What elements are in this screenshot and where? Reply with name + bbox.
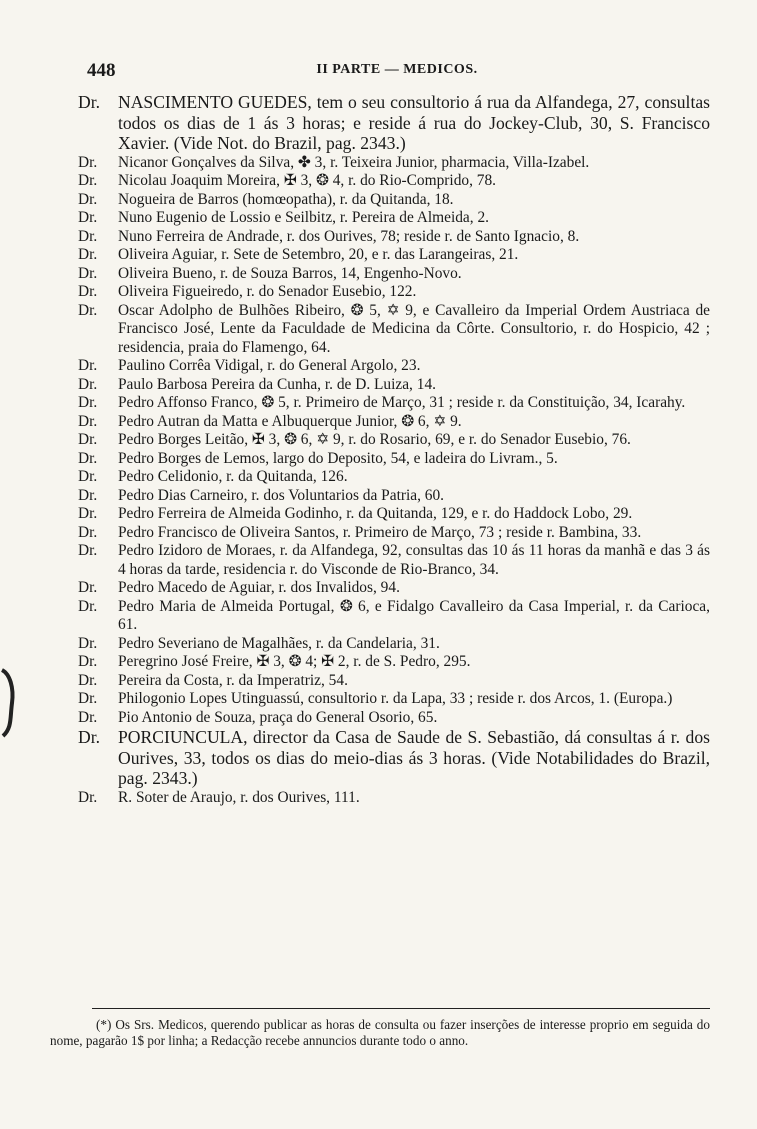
entry-prefix: Dr. [78,209,98,226]
page-header [87,60,707,82]
entry-prefix: Dr. [78,431,98,448]
directory-entry [78,283,710,302]
entry-text: Pio Antonio de Souza, praça do General Osorio, 65. [118,708,438,726]
entry-text: Pedro Macedo de Aguiar, r. dos Invalidos, 94. [118,579,400,596]
entry-text: Oliveira Aguiar, r. Sete de Setembro, 20, e r. das Larangeiras, 21. [118,246,519,263]
directory-entry [78,394,710,413]
entry-text: Oliveira Figueiredo, r. do Senador Eusebio, 122. [118,283,417,300]
directory-entry [78,789,710,808]
directory-entry [78,431,710,450]
directory-entry [78,635,710,654]
footnote-divider [92,1008,710,1009]
directory-entry [78,672,710,691]
entry-prefix: Dr. [78,227,98,245]
entry-text: Pedro Maria de Almeida Portugal, ❂ 6, e Fidalgo Cavalleiro da Casa Imperial, r. da Carioca, 61. [118,597,710,633]
directory-entry [78,598,710,635]
entry-text: Oscar Adolpho de Bulhões Ribeiro, ❂ 5, ✡ 9, e Cavalleiro da Imperial Ordem Austriaca de Francisco José, Lente da Faculdade de Medicina da Côrte. Consultorio, r. do Hospicio, 42 ; residencia, praia do Flamengo, 64. [118,301,710,356]
margin-binding-mark [0,668,16,738]
directory-entry [78,265,710,284]
directory-entry [78,376,710,395]
directory-entry [78,357,710,376]
entry-prefix: Dr. [78,671,98,689]
entry-prefix: Dr. [78,634,98,652]
directory-entry [78,709,710,728]
entry-text: Peregrino José Freire, ✠ 3, ❂ 4; ✠ 2, r. de S. Pedro, 295. [118,653,471,670]
entry-prefix: Dr. [78,301,98,319]
directory-entry [78,690,710,709]
entry-prefix: Dr. [78,708,98,726]
directory-entry [78,542,710,579]
entry-prefix: Dr. [78,92,100,112]
entry-prefix: Dr. [78,449,98,467]
entry-text: PORCIUNCULA, director da Casa de Saude de S. Sebastião, dá consultas á r. dos Ourives, 33, todos os dias do meio-dias ás 3 horas. (Vide Notabilidades do Brazil, pag. 2343.) [118,727,710,788]
entry-text: Nogueira de Barros (homœopatha), r. da Quitanda, 18. [118,190,454,208]
entry-prefix: Dr. [78,412,98,430]
entry-text: Nicolau Joaquim Moreira, ✠ 3, ❂ 4, r. do Rio-Comprido, 78. [118,172,497,189]
entry-prefix: Dr. [78,375,98,393]
entries-list [78,92,710,807]
entry-prefix: Dr. [78,357,98,374]
entry-text: NASCIMENTO GUEDES, tem o seu consultorio á rua da Alfandega, 27, consultas todos os dias de 1 ás 3 horas; e reside á rua do Jockey-Club, 30, S. Francisco Xavier. (Vide Not. do Brazil, pag. 2343.) [118,92,710,153]
directory-entry [78,505,710,524]
directory-entry [78,524,710,543]
entry-text: Nuno Ferreira de Andrade, r. dos Ourives, 78; reside r. de Santo Ignacio, 8. [118,227,580,245]
directory-entry [78,172,710,191]
entry-text: Pedro Autran da Matta e Albuquerque Junior, ❂ 6, ✡ 9. [118,412,462,430]
directory-entry [78,579,710,598]
entry-prefix: Dr. [78,788,98,806]
entry-prefix: Dr. [78,190,98,208]
directory-entry [78,154,710,173]
entry-text: Pedro Celidonio, r. da Quitanda, 126. [118,468,348,485]
directory-entry [78,302,710,358]
entry-prefix: Dr. [78,468,98,485]
entry-text: R. Soter de Araujo, r. dos Ourives, 111. [118,788,360,806]
entry-prefix: Dr. [78,153,98,171]
entry-text: Pedro Dias Carneiro, r. dos Voluntarios da Patria, 60. [118,486,445,504]
directory-entry [78,487,710,506]
entry-text: Pedro Borges de Lemos, largo do Deposito, 54, e ladeira do Livram., 5. [118,449,558,467]
entry-prefix: Dr. [78,653,98,670]
entry-prefix: Dr. [78,690,98,707]
entry-prefix: Dr. [78,486,98,504]
entry-text: Pedro Borges Leitão, ✠ 3, ❂ 6, ✡ 9, r. do Rosario, 69, e r. do Senador Eusebio, 76. [118,431,631,448]
entry-text: Nuno Eugenio de Lossio e Seilbitz, r. Pereira de Almeida, 2. [118,209,490,226]
directory-entry [78,191,710,210]
entry-prefix: Dr. [78,542,98,559]
entry-text: Nicanor Gonçalves da Silva, ✤ 3, r. Teixeira Junior, pharmacia, Villa-Izabel. [118,153,590,171]
entry-prefix: Dr. [78,264,98,282]
directory-entry [78,653,710,672]
directory-entry [78,450,710,469]
entry-text: Pedro Affonso Franco, ❂ 5, r. Primeiro de Março, 31 ; reside r. da Constituição, 34, Icarahy. [118,394,686,411]
page-number: 448 [87,60,116,81]
entry-prefix: Dr. [78,597,98,615]
entry-prefix: Dr. [78,727,100,747]
entry-text: Paulo Barbosa Pereira da Cunha, r. de D. Luiza, 14. [118,375,436,393]
running-title: II PARTE — MEDICOS. [316,62,478,77]
directory-entry [78,246,710,265]
entry-prefix: Dr. [78,172,98,189]
entry-text: Pedro Ferreira de Almeida Godinho, r. da Quitanda, 129, e r. do Haddock Lobo, 29. [118,505,633,522]
entry-prefix: Dr. [78,283,98,300]
entry-prefix: Dr. [78,505,98,522]
directory-entry [78,727,710,789]
entry-text: Paulino Corrêa Vidigal, r. do General Argolo, 23. [118,357,421,374]
entry-text: Pedro Severiano de Magalhães, r. da Candelaria, 31. [118,634,440,652]
footnote: (*) Os Srs. Medicos, querendo publicar as horas de consulta ou fazer inserções de interesse proprio em seguida do nome, pagarão 1$ por linha; a Redacção recebe annuncios durante todo o anno. [50,1017,710,1048]
entry-prefix: Dr. [78,394,98,411]
entry-prefix: Dr. [78,579,98,596]
directory-entry [78,92,710,154]
entry-text: Oliveira Bueno, r. de Souza Barros, 14, Engenho-Novo. [118,264,462,282]
entry-text: Pereira da Costa, r. da Imperatriz, 54. [118,671,348,689]
directory-entry [78,468,710,487]
entry-text: Pedro Izidoro de Moraes, r. da Alfandega, 92, consultas das 10 ás 11 horas da manhã e das 3 ás 4 horas da tarde, residencia r. do Visconde de Rio-Branco, 34. [118,542,710,578]
entry-text: Philogonio Lopes Utinguassú, consultorio r. da Lapa, 33 ; reside r. dos Arcos, 1. (Europa.) [118,690,673,707]
entry-text: Pedro Francisco de Oliveira Santos, r. Primeiro de Março, 73 ; reside r. Bambina, 33. [118,523,642,541]
directory-entry [78,228,710,247]
entry-prefix: Dr. [78,246,98,263]
directory-entry [78,209,710,228]
entry-prefix: Dr. [78,523,98,541]
directory-entry [78,413,710,432]
